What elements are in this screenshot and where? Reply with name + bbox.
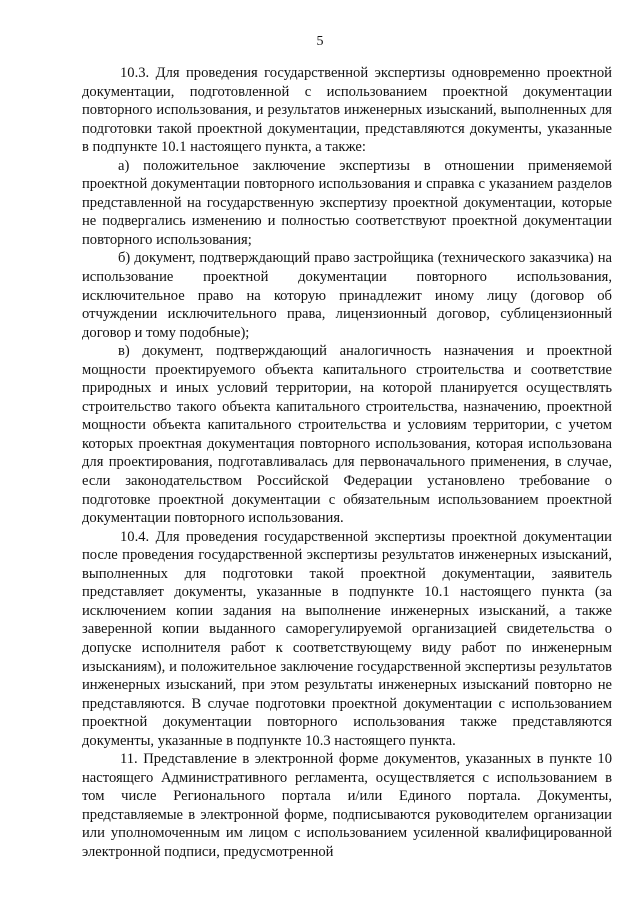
paragraph-10-3-b: б) документ, подтверждающий право застройщика (технического заказчика) на использование проектной документации повторного использования, исключительное право на которую принадлежит иному лицу (договор об отчуждении исключительного права, лицензионный договор, сублицензионный договор и тому подобные); xyxy=(82,250,612,341)
document-body xyxy=(82,64,612,862)
paragraph-10-4: 10.4. Для проведения государственной экспертизы проектной документации после проведения государственной экспертизы результатов инженерных изысканий, выполненных для подготовки такой проектной документации, заявитель представляет документы, указанные в подпункте 10.1 настоящего пункта (за исключением копии задания на выполнение инженерных изысканий, а также заверенной копии выданного саморегулируемой организацией свидетельства о допуске исполнителя работ к соответствующему виду работ по инженерным изысканиям), и положительное заключение государственной экспертизы результатов инженерных изысканий, при этом результаты инженерных изысканий повторно не представляются. В случае подготовки проектной документации с использованием проектной документации повторного использования также представляются документы, указанные в подпункте 10.3 настоящего пункта. xyxy=(82,528,612,749)
paragraph-10-3-a: а) положительное заключение экспертизы в отношении применяемой проектной документации повторного использования и справка с указанием разделов представленной на государственную экспертизу проектной документации, которые не подвергались изменению и полностью соответствуют проектной документации повторного использования; xyxy=(82,157,612,248)
paragraph-10-3: 10.3. Для проведения государственной экспертизы одновременно проектной документации, подготовленной с использованием проектной документации повторного использования, и результатов инженерных изысканий, выполненных для подготовки такой проектной документации, представляются документы, указанные в подпункте 10.1 настоящего пункта, а также: xyxy=(82,65,612,156)
page-number: 5 xyxy=(316,34,324,49)
paragraph-11: 11. Представление в электронной форме документов, указанных в пункте 10 настоящего Административного регламента, осуществляется с использованием в том числе Регионального портала и/или Единого портала. Документы, представляемые в электронной форме, подписываются руководителем организации или уполномоченным им лицом с использованием усиленной квалифицированной электронной подписи, предусмотренной xyxy=(82,751,612,860)
paragraph-10-3-v: в) документ, подтверждающий аналогичность назначения и проектной мощности проектируемого объекта капитального строительства и соответствие природных и иных условий территории, на которой планируется осуществлять строительство такого объекта капитального строительства, назначению, проектной мощности объекта капитального строительства и условиям территории, с учетом которых проектная документация повторного использования, которая использована для проектирования, подготавливалась для первоначального применения, в случае, если законодательством Российской Федерации установлено требование о подготовке проектной документации с обязательным использованием проектной документации повторного использования. xyxy=(82,343,612,527)
